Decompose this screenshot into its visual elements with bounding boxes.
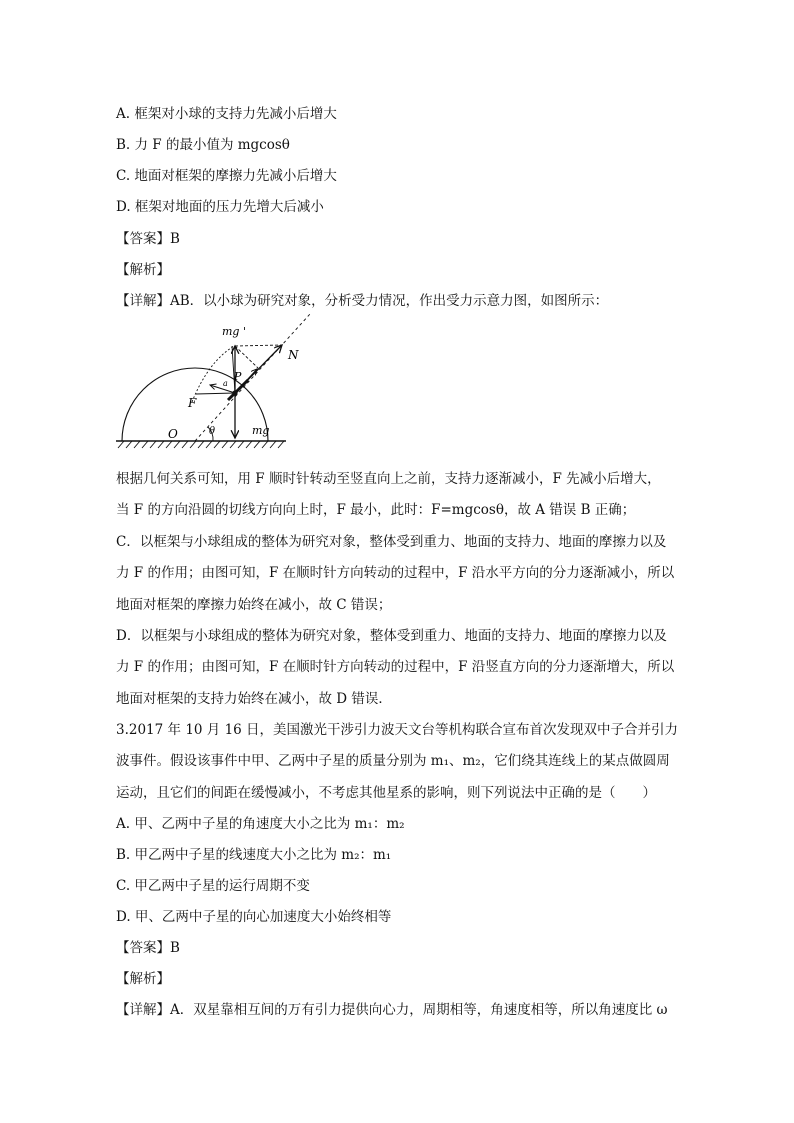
q2-detail-line-5: 力 F 的作用；由图可知，F 在顺时针方向转动的过程中，F 沿水平方向的分力逐渐减小，所以 bbox=[116, 565, 675, 581]
label-o: O bbox=[168, 427, 178, 441]
q2-detail-line-6: 地面对框架的摩擦力始终在减小，故 C 错误； bbox=[116, 597, 392, 613]
label-mg-prime: mg ' bbox=[222, 325, 246, 338]
q3-stem-line-2: 波事件。假设该事件中甲、乙两中子星的质量分别为 m₁、m₂，它们绕其连线上的某点做圆周 bbox=[116, 753, 670, 769]
label-a: a bbox=[223, 379, 228, 388]
q3-option-b: B. 甲乙两中子星的线速度大小之比为 m₂：m₁ bbox=[116, 847, 392, 863]
q2-detail-line-4: C．以框架与小球组成的整体为研究对象，整体受到重力、地面的支持力、地面的摩擦力以及 bbox=[116, 534, 667, 550]
q2-detail-line-1: 【详解】AB．以小球为研究对象，分析受力情况，作出受力示意力图，如图所示： bbox=[116, 293, 609, 309]
label-theta: θ bbox=[209, 426, 216, 437]
q3-option-a: A. 甲、乙两中子星的角速度大小之比为 m₁：m₂ bbox=[116, 816, 405, 832]
dashed-diag bbox=[235, 346, 258, 368]
q3-option-c: C. 甲乙两中子星的运行周期不变 bbox=[116, 878, 310, 894]
q2-option-d: D. 框架对地面的压力先增大后减小 bbox=[116, 199, 324, 215]
q2-detail-line-8: 力 F 的作用；由图可知，F 在顺时针方向转动的过程中，F 沿竖直方向的分力逐渐增大，所以 bbox=[116, 659, 675, 675]
q3-option-d: D. 甲、乙两中子星的向心加速度大小始终相等 bbox=[116, 909, 392, 925]
ball-p bbox=[232, 390, 237, 395]
q3-stem-line-3: 运动，且它们的间距在缓慢减小，不考虑其他星系的影响，则下列说法中正确的是（ ） bbox=[116, 785, 656, 801]
f-arrow-left bbox=[196, 393, 235, 394]
q2-option-c: C. 地面对框架的摩擦力先减小后增大 bbox=[116, 168, 337, 184]
q2-detail-line-9: 地面对框架的支持力始终在减小，故 D 错误． bbox=[116, 691, 392, 707]
label-p: P bbox=[234, 370, 242, 383]
radius-dashed-line bbox=[195, 314, 310, 441]
force-diagram bbox=[112, 310, 322, 460]
dashed-top bbox=[235, 345, 282, 346]
q2-option-a: A. 框架对小球的支持力先减小后增大 bbox=[116, 106, 337, 122]
q2-detail-line-3: 当 F 的方向沿圆的切线方向向上时，F 最小，此时：F=mgcosθ，故 A 错误 B 正确； bbox=[116, 502, 636, 518]
q2-answer: 【答案】B bbox=[116, 231, 180, 247]
q3-stem-line-1: 3.2017 年 10 月 16 日，美国激光干涉引力波天文台等机构联合宣布首次发现双中子合并引力 bbox=[116, 722, 679, 738]
q2-detail-line-2: 根据几何关系可知，用 F 顺时针转动至竖直向上之前，支持力逐渐减小，F 先减小后增大， bbox=[116, 471, 661, 487]
q3-analysis-heading: 【解析】 bbox=[116, 971, 170, 987]
label-mg: mg bbox=[252, 424, 270, 437]
q2-option-b: B. 力 F 的最小值为 mgcosθ bbox=[116, 137, 290, 153]
label-f: F bbox=[188, 396, 197, 410]
q2-analysis-heading: 【解析】 bbox=[116, 262, 170, 278]
ground-hatch bbox=[118, 441, 284, 448]
q3-answer: 【答案】B bbox=[116, 940, 180, 956]
q2-detail-line-7: D．以框架与小球组成的整体为研究对象，整体受到重力、地面的支持力、地面的摩擦力以及 bbox=[116, 628, 667, 644]
label-n: N bbox=[288, 348, 299, 362]
q3-detail-line-1: 【详解】A．双星靠相互间的万有引力提供向心力，周期相等，角速度相等，所以角速度比 ω bbox=[116, 1002, 668, 1018]
ball-rod bbox=[228, 380, 248, 400]
